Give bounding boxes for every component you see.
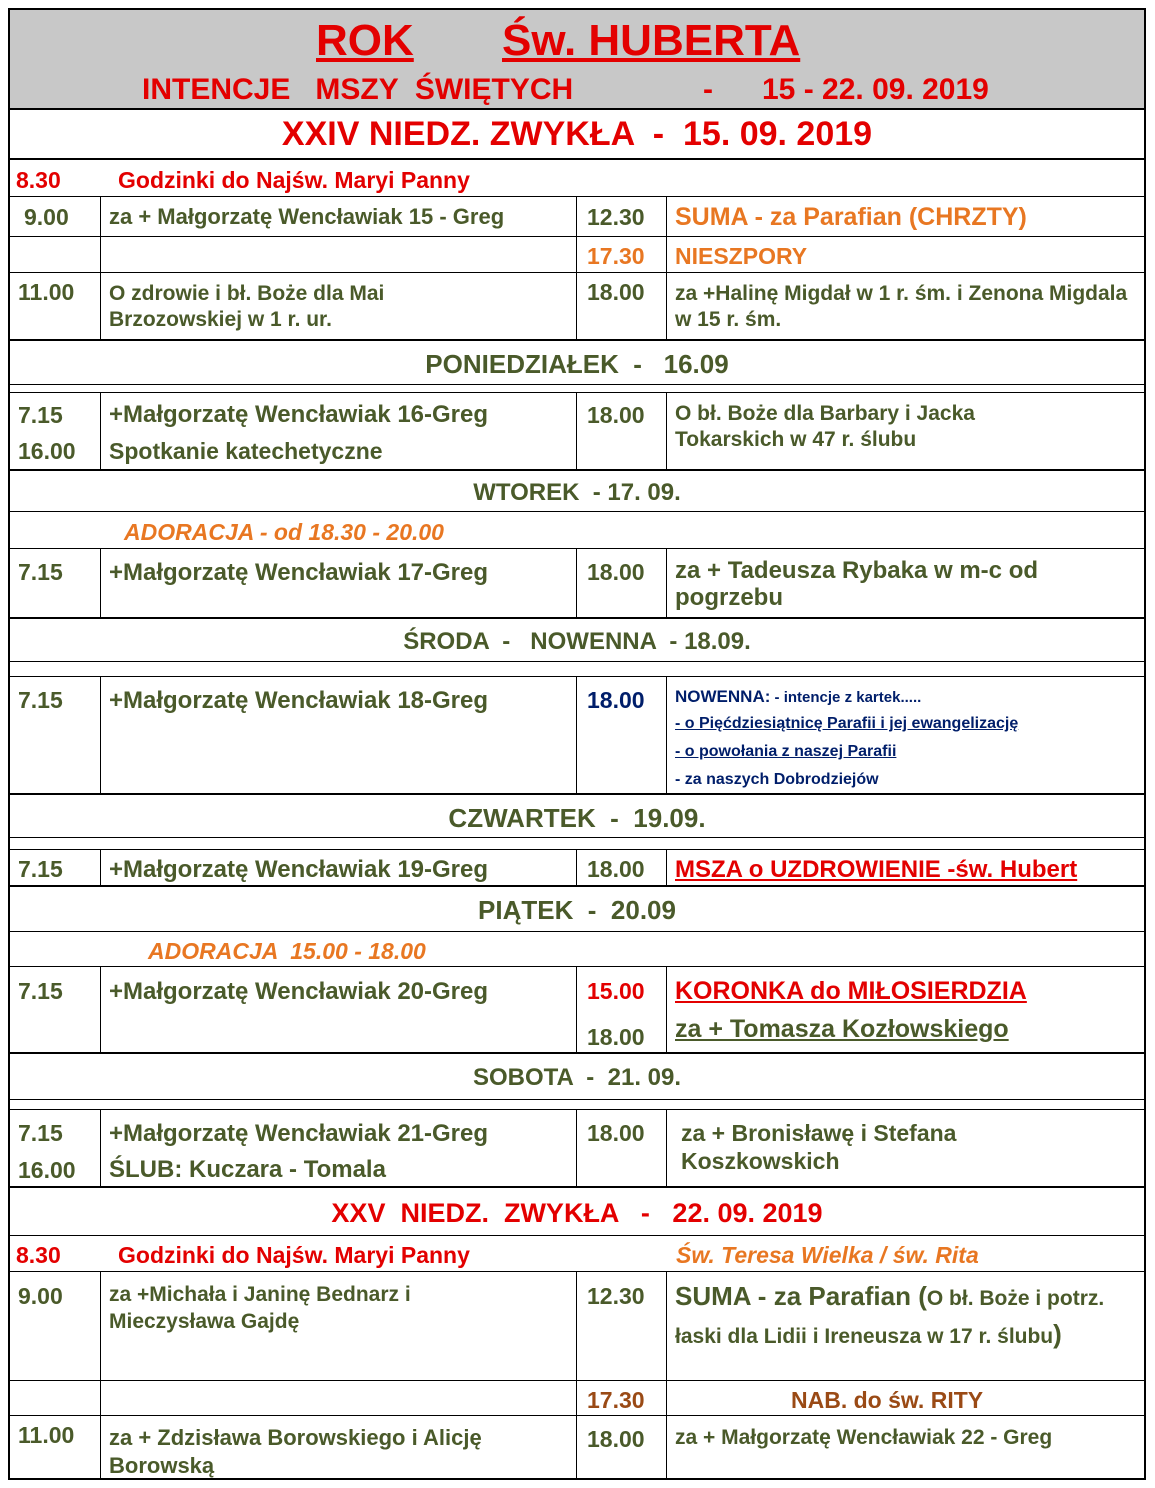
subtitle-dash: -	[703, 73, 713, 106]
time: 7.15	[18, 402, 63, 428]
time: 7.15	[18, 1120, 63, 1146]
day-title: XXV NIEDZ. ZWYKŁA - 22. 09. 2019	[331, 1198, 823, 1228]
day-title: XXIV NIEDZ. ZWYKŁA - 15. 09. 2019	[281, 115, 873, 153]
day-title: SOBOTA - 21. 09.	[472, 1064, 682, 1091]
intention: MSZA o UZDROWIENIE -św. Hubert	[675, 856, 1078, 883]
tuesday-adoracja-row	[10, 512, 1144, 549]
sunday1-row1	[10, 197, 1144, 237]
adoracja-note: ADORACJA - od 18.30 - 20.00	[124, 519, 444, 545]
intention: +Małgorzatę Wencławiak 20-Greg	[109, 978, 489, 1005]
intention: Spotkanie katechetyczne	[109, 438, 383, 464]
intention: +Małgorzatę Wencławiak 21-Greg	[109, 1120, 489, 1147]
day-title: PIĄTEK - 20.09	[478, 895, 676, 925]
time: 18.00	[587, 1024, 645, 1050]
nowenna-line: - o Pięćdziesiątnicę Parafii i jej ewangelizację	[675, 715, 1019, 732]
time: 7.15	[18, 978, 63, 1004]
time: 7.15	[18, 687, 63, 713]
time: 7.15	[18, 856, 63, 882]
subtitle: INTENCJE MSZY ŚWIĘTYCH	[142, 73, 574, 106]
time: 18.00	[587, 1120, 645, 1146]
nowenna-line: - o powołania z naszej Parafii	[675, 743, 897, 760]
title-rok: ROK	[316, 16, 414, 65]
subtitle-date: 15 - 22. 09. 2019	[762, 73, 989, 106]
time: 18.00	[587, 279, 645, 305]
day-title: WTOREK - 17. 09.	[473, 479, 681, 506]
time: 11.00	[18, 1422, 75, 1448]
time: 17.30	[587, 243, 645, 269]
saints-note: Św. Teresa Wielka / św. Rita	[676, 1242, 979, 1268]
time: 8.30	[16, 167, 61, 193]
sunday2-title-row	[10, 1188, 1144, 1236]
intention: O bł. Boże dla Barbary i Jacka Tokarskich w 47 r. ślubu	[675, 402, 975, 451]
saturday-title-row	[10, 1054, 1144, 1100]
intention: za + Tadeusza Rybaka w m-c od pogrzebu	[675, 557, 1039, 611]
time: 9.00	[24, 204, 69, 230]
time: 18.00	[587, 1426, 645, 1452]
intention: ŚLUB: Kuczara - Tomala	[109, 1156, 386, 1183]
suma-label: SUMA - za Parafian (	[675, 1281, 927, 1311]
day-title: PONIEDZIAŁEK - 16.09	[425, 349, 729, 379]
time: 8.30	[16, 1242, 61, 1268]
intention: O zdrowie i bł. Boże dla Mai Brzozowskiej w 1 r. ur.	[109, 282, 385, 331]
time: 7.15	[18, 559, 63, 585]
thursday-row	[10, 850, 1144, 887]
intention: +Małgorzatę Wencławiak 17-Greg	[109, 559, 489, 586]
sunday1-row2	[10, 237, 1144, 273]
sunday2-godzinki-row	[10, 1236, 1144, 1272]
day-title: CZWARTEK - 19.09.	[448, 803, 706, 833]
intention: za +Halinę Migdał w 1 r. śm. i Zenona Migdala w 15 r. śm.	[675, 282, 1128, 331]
monday-spacer	[10, 385, 1144, 393]
time: 12.30	[587, 204, 645, 230]
nowenna-line: - za naszych Dobrodziejów	[675, 771, 879, 788]
time: 9.00	[18, 1283, 63, 1309]
intention: NIESZPORY	[675, 243, 808, 269]
thursday-spacer	[10, 838, 1144, 850]
wednesday-spacer	[10, 662, 1144, 677]
time: 12.30	[587, 1283, 645, 1309]
time: 17.30	[587, 1387, 645, 1413]
friday-title-row	[10, 887, 1144, 932]
time: 18.00	[587, 559, 645, 585]
intention: +Małgorzatę Wencławiak 16-Greg	[109, 401, 489, 428]
wednesday-row	[10, 677, 1144, 795]
time: 18.00	[587, 402, 645, 428]
saturday-row	[10, 1110, 1144, 1188]
tuesday-title-row	[10, 471, 1144, 512]
intention: za + Bronisławę i Stefana Koszkowskich	[681, 1120, 957, 1174]
header	[10, 10, 1144, 110]
friday-adoracja-row	[10, 932, 1144, 967]
intention: +Małgorzatę Wencławiak 18-Greg	[109, 687, 489, 714]
intention: KORONKA do MIŁOSIERDZIA	[675, 977, 1027, 1005]
intention: +Małgorzatę Wencławiak 19-Greg	[109, 856, 489, 883]
saturday-spacer	[10, 1100, 1144, 1110]
suma-close: )	[1053, 1318, 1062, 1349]
nowenna-line	[675, 687, 921, 707]
time: 18.00	[587, 856, 645, 882]
monday-row	[10, 393, 1144, 471]
suma-detail: O bł. Boże i potrz. łaski dla Lidii i Ireneusza w 17 r. ślubu	[675, 1287, 1105, 1348]
intention: za +Michała i Janinę Bednarz i Mieczysława Gajdę	[109, 1283, 411, 1334]
intention: za + Małgorzatę Wencławiak 15 - Greg	[109, 204, 505, 229]
monday-title-row	[10, 341, 1144, 385]
time: 11.00	[18, 279, 75, 305]
time: 15.00	[587, 978, 645, 1004]
sunday1-title-row	[10, 110, 1144, 160]
suma-intention	[675, 1278, 1137, 1353]
time: 16.00	[18, 1157, 76, 1183]
friday-row	[10, 967, 1144, 1054]
time: 18.00	[587, 687, 645, 713]
intention: NAB. do św. RITY	[791, 1387, 984, 1413]
intention: za + Małgorzatę Wencławiak 22 - Greg	[675, 1426, 1053, 1449]
tuesday-row	[10, 549, 1144, 619]
sunday1-row3	[10, 273, 1144, 341]
intention: za + Zdzisława Borowskiego i Alicję Borowską	[109, 1425, 482, 1478]
intention: SUMA - za Parafian (CHRZTY)	[675, 203, 1027, 231]
sunday2-row2	[10, 1381, 1144, 1416]
sunday1-godzinki-row	[10, 160, 1144, 197]
nowenna-label: NOWENNA:	[675, 687, 771, 706]
title-hubert: Św. HUBERTA	[502, 16, 801, 65]
godzinki-text: Godzinki do Najśw. Maryi Panny	[118, 167, 470, 193]
sunday2-row1	[10, 1272, 1144, 1381]
intention: za + Tomasza Kozłowskiego	[675, 1015, 1009, 1043]
mass-intentions-sheet	[8, 8, 1146, 1480]
wednesday-title-row	[10, 619, 1144, 662]
day-title: ŚRODA - NOWENNA - 18.09.	[403, 628, 751, 655]
thursday-title-row	[10, 795, 1144, 838]
sunday2-row3	[10, 1416, 1144, 1478]
time: 16.00	[18, 438, 76, 464]
adoracja-note: ADORACJA 15.00 - 18.00	[148, 938, 426, 964]
nowenna-rest: - intencje z kartek.....	[770, 689, 922, 706]
godzinki-text: Godzinki do Najśw. Maryi Panny	[118, 1242, 470, 1268]
